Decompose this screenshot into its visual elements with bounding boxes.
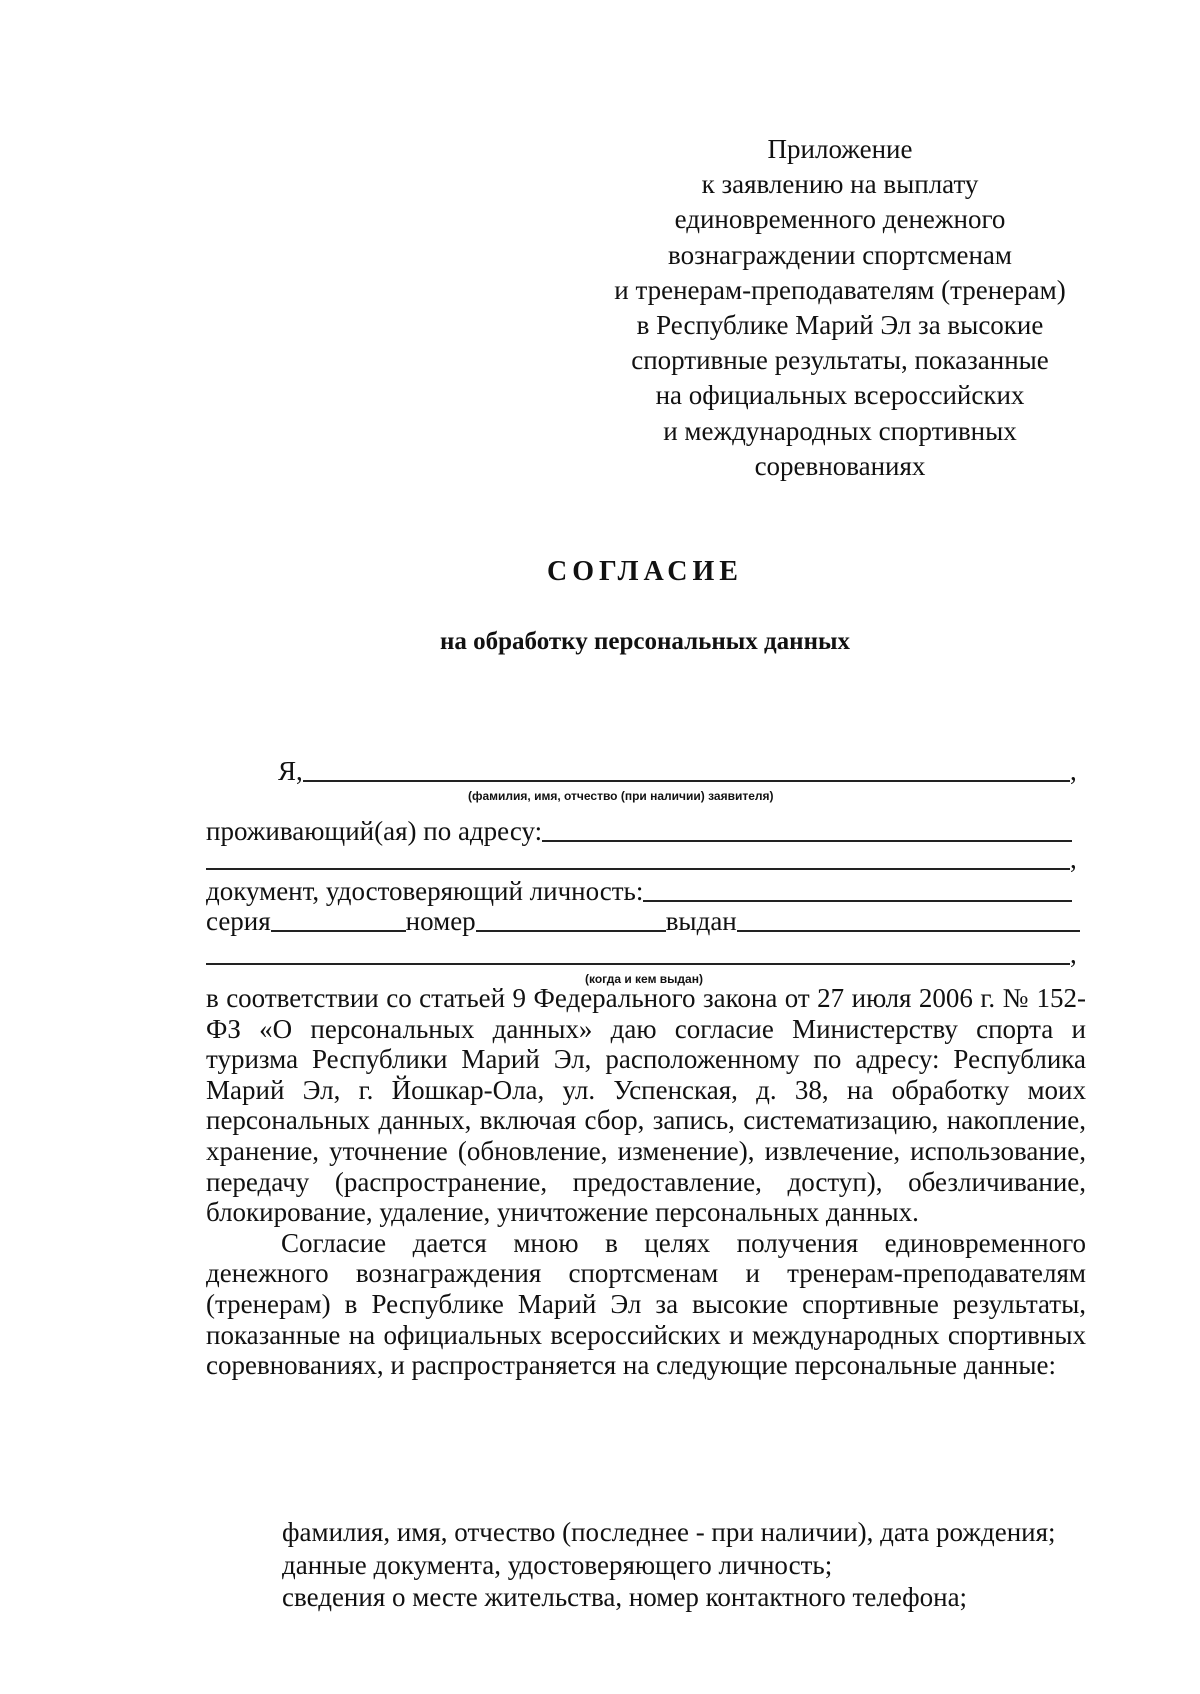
issued-caption: (когда и кем выдан) bbox=[585, 972, 703, 986]
list-item: данные документа, удостоверяющего личность; bbox=[282, 1549, 833, 1580]
appendix-line: к заявлению на выплату bbox=[701, 169, 979, 200]
body-paragraph: в соответствии со статьей 9 Федерального закона от 27 июля 2006 г. № 152-ФЗ «О персональных данных» даю согласие Министерству спорта и туризма Республики Марий Эл, расположенному по адресу: Республика Марий Эл, г. Йошкар-Ола, ул. Успенская, д. 38, на обработку моих персональных данных, включая сбор, запись, систематизацию, накопление, хранение, уточнение (обновление, изменение), извлечение, использование, передачу (распространение, предоставление, доступ), обезличивание, блокирование, удаление, уничтожение персональных данных. bbox=[206, 983, 1086, 1228]
comma: , bbox=[1070, 844, 1077, 874]
document-label: документ, удостоверяющий личность: bbox=[206, 876, 644, 906]
issued-label: выдан bbox=[665, 906, 737, 936]
appendix-line: Приложение bbox=[767, 134, 913, 164]
list-item: сведения о месте жительства, номер контактного телефона; bbox=[282, 1582, 968, 1613]
name-row bbox=[278, 750, 1082, 786]
appendix-line: единовременного денежного bbox=[674, 204, 1006, 235]
appendix-line: вознаграждении спортсменам bbox=[668, 239, 1012, 270]
name-caption: (фамилия, имя, отчество (при наличии) заявителя) bbox=[468, 789, 774, 803]
document-subtitle: на обработку персональных данных bbox=[440, 628, 850, 655]
i-label: Я, bbox=[278, 756, 303, 786]
series-field[interactable] bbox=[271, 930, 406, 932]
number-label: номер bbox=[405, 906, 476, 936]
comma: , bbox=[1070, 756, 1077, 786]
appendix-line: на официальных всероссийских bbox=[655, 380, 1025, 411]
comma: , bbox=[1070, 939, 1077, 969]
consent-body bbox=[206, 983, 1086, 1381]
address-label: проживающий(ая) по адресу: bbox=[206, 816, 543, 846]
name-field[interactable] bbox=[303, 780, 1070, 782]
appendix-line: и международных спортивных bbox=[663, 415, 1017, 446]
appendix-line: спортивные результаты, показанные bbox=[631, 345, 1049, 376]
address-continuation-row bbox=[206, 838, 1082, 874]
appendix-line: и тренерам-преподавателям (тренерам) bbox=[614, 274, 1066, 305]
document-title: СОГЛАСИЕ bbox=[547, 556, 743, 587]
list-item: фамилия, имя, отчество (последнее - при наличии), дата рождения; bbox=[282, 1517, 1056, 1547]
number-field[interactable] bbox=[476, 930, 666, 932]
series-label: серия bbox=[206, 906, 271, 936]
appendix-line: в Республике Марий Эл за высокие bbox=[636, 310, 1044, 341]
body-paragraph: Согласие дается мною в целях получения единовременного денежного вознаграждения спортсменам и тренерам-преподавателям (тренерам) в Республике Марий Эл за высокие спортивные результаты, показанные на официальных всероссийских и международных спортивных соревнованиях, и распространяется на следующие персональные данные: bbox=[206, 1227, 1086, 1381]
personal-data-list bbox=[282, 1516, 1112, 1614]
appendix-line: соревнованиях bbox=[754, 450, 926, 481]
issued-field[interactable] bbox=[737, 930, 1080, 932]
series-number-row bbox=[206, 900, 1080, 936]
issued-field-continuation[interactable] bbox=[206, 963, 1070, 965]
issued-continuation-row bbox=[206, 933, 1082, 969]
